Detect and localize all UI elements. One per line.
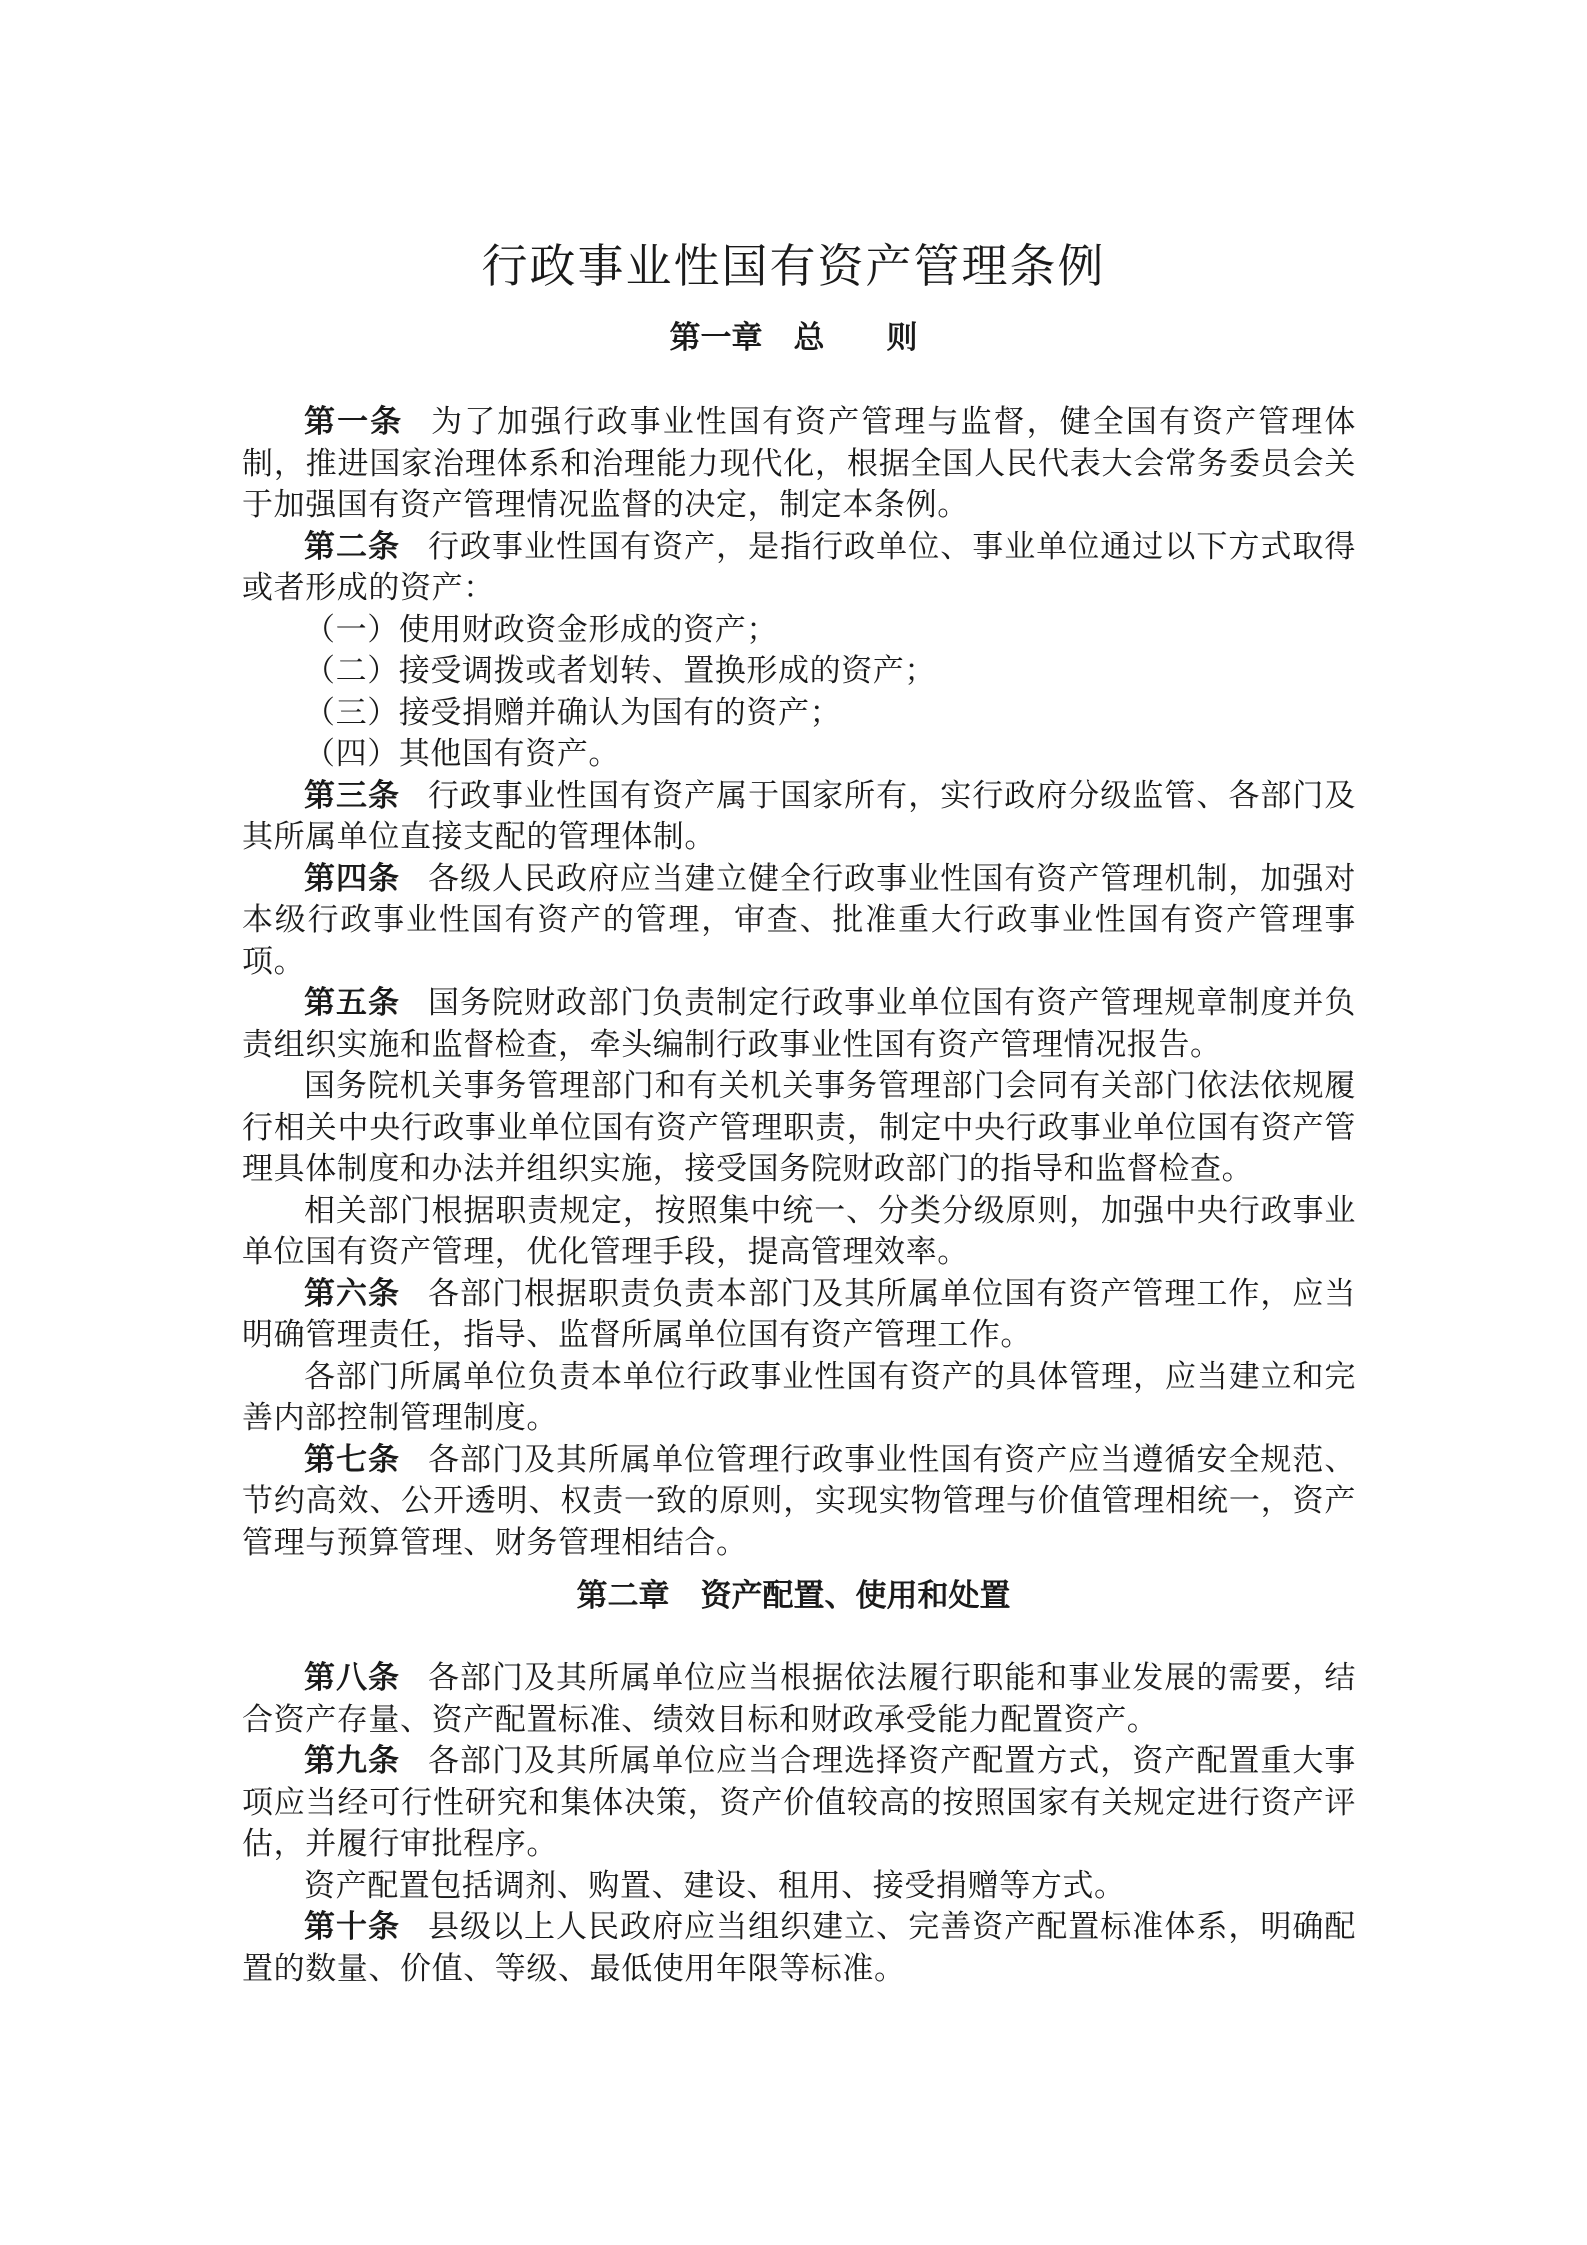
- article-number: 第二条: [304, 528, 401, 565]
- article-number: 第九条: [304, 1743, 401, 1779]
- article-number: 第一条: [304, 404, 404, 440]
- document-title: 行政事业性国有资产管理条例: [481, 238, 1106, 293]
- article-text: 各部门根据职责负责本部门及其所属单位国有资产管理工作，应当明确管理责任，指导、监督所属单位国有资产管理工作。: [242, 1275, 1356, 1353]
- list-item: [242, 734, 1356, 776]
- article-8: [242, 1658, 1356, 1741]
- article-number: 第七条: [304, 1441, 401, 1478]
- article-number: 第八条: [304, 1660, 401, 1696]
- article-5: [242, 983, 1356, 1066]
- article-3: [242, 776, 1356, 859]
- chapter-2-body: [242, 1658, 1356, 1990]
- list-item: [242, 693, 1356, 735]
- article-number: 第六条: [304, 1275, 401, 1312]
- list-item-text: （三）接受捐赠并确认为国有的资产；: [304, 694, 842, 731]
- list-item-text: （一）使用财政资金形成的资产；: [304, 611, 778, 648]
- paragraph-text: 资产配置包括调剂、购置、建设、租用、接受捐赠等方式。: [304, 1867, 1126, 1904]
- article-4: [242, 859, 1356, 984]
- paragraph: [242, 1357, 1356, 1440]
- paragraph-text: 各部门所属单位负责本单位行政事业性国有资产的具体管理，应当建立和完善内部控制管理制度。: [242, 1358, 1356, 1436]
- paragraph-text: 相关部门根据职责规定，按照集中统一、分类分级原则，加强中央行政事业单位国有资产管理，优化管理手段，提高管理效率。: [242, 1192, 1356, 1270]
- article-text: 各级人民政府应当建立健全行政事业性国有资产管理机制，加强对本级行政事业性国有资产的管理，审查、批准重大行政事业性国有资产管理事项。: [242, 860, 1356, 980]
- article-text: 各部门及其所属单位应当合理选择资产配置方式，资产配置重大事项应当经可行性研究和集体决策，资产价值较高的按照国家有关规定进行资产评估，并履行审批程序。: [242, 1743, 1356, 1862]
- article-10: [242, 1907, 1356, 1990]
- article-9: [242, 1741, 1356, 1866]
- paragraph: [242, 1191, 1356, 1274]
- article-number: 第五条: [304, 985, 401, 1021]
- chapter-1-body: [242, 402, 1356, 1564]
- article-7: [242, 1440, 1356, 1565]
- list-item: [242, 610, 1356, 652]
- article-2: [242, 527, 1356, 610]
- article-1: [242, 402, 1356, 527]
- article-number: 第十条: [304, 1909, 401, 1945]
- list-item-text: （四）其他国有资产。: [304, 736, 620, 772]
- list-item-text: （二）接受调拨或者划转、置换形成的资产；: [304, 653, 936, 689]
- article-text: 为了加强行政事业性国有资产管理与监督，健全国有资产管理体制，推进国家治理体系和治理能力现代化，根据全国人民代表大会常务委员会关于加强国有资产管理情况监督的决定，制定本条例。: [242, 404, 1356, 523]
- paragraph: [242, 1066, 1356, 1191]
- chapter-1-heading: 第一章 总 则: [669, 320, 918, 356]
- list-item: [242, 651, 1356, 693]
- article-text: 行政事业性国有资产，是指行政单位、事业单位通过以下方式取得或者形成的资产：: [242, 528, 1356, 606]
- article-text: 行政事业性国有资产属于国家所有，实行政府分级监管、各部门及其所属单位直接支配的管理体制。: [242, 777, 1356, 855]
- article-number: 第四条: [304, 860, 401, 897]
- article-text: 国务院财政部门负责制定行政事业单位国有资产管理规章制度并负责组织实施和监督检查，牵头编制行政事业性国有资产管理情况报告。: [242, 985, 1356, 1063]
- article-text: 各部门及其所属单位应当根据依法履行职能和事业发展的需要，结合资产存量、资产配置标准、绩效目标和财政承受能力配置资产。: [242, 1660, 1356, 1738]
- article-number: 第三条: [304, 777, 401, 814]
- paragraph: [242, 1866, 1356, 1908]
- article-6: [242, 1274, 1356, 1357]
- article-text: 各部门及其所属单位管理行政事业性国有资产应当遵循安全规范、节约高效、公开透明、权责一致的原则，实现实物管理与价值管理相统一，资产管理与预算管理、财务管理相结合。: [242, 1441, 1356, 1561]
- chapter-2-heading: 第二章 资产配置、使用和处置: [576, 1578, 1011, 1614]
- article-text: 县级以上人民政府应当组织建立、完善资产配置标准体系，明确配置的数量、价值、等级、最低使用年限等标准。: [242, 1909, 1356, 1987]
- paragraph-text: 国务院机关事务管理部门和有关机关事务管理部门会同有关部门依法依规履行相关中央行政事业单位国有资产管理职责，制定中央行政事业单位国有资产管理具体制度和办法并组织实施，接受国务院财政部门的指导和监督检查。: [242, 1068, 1356, 1187]
